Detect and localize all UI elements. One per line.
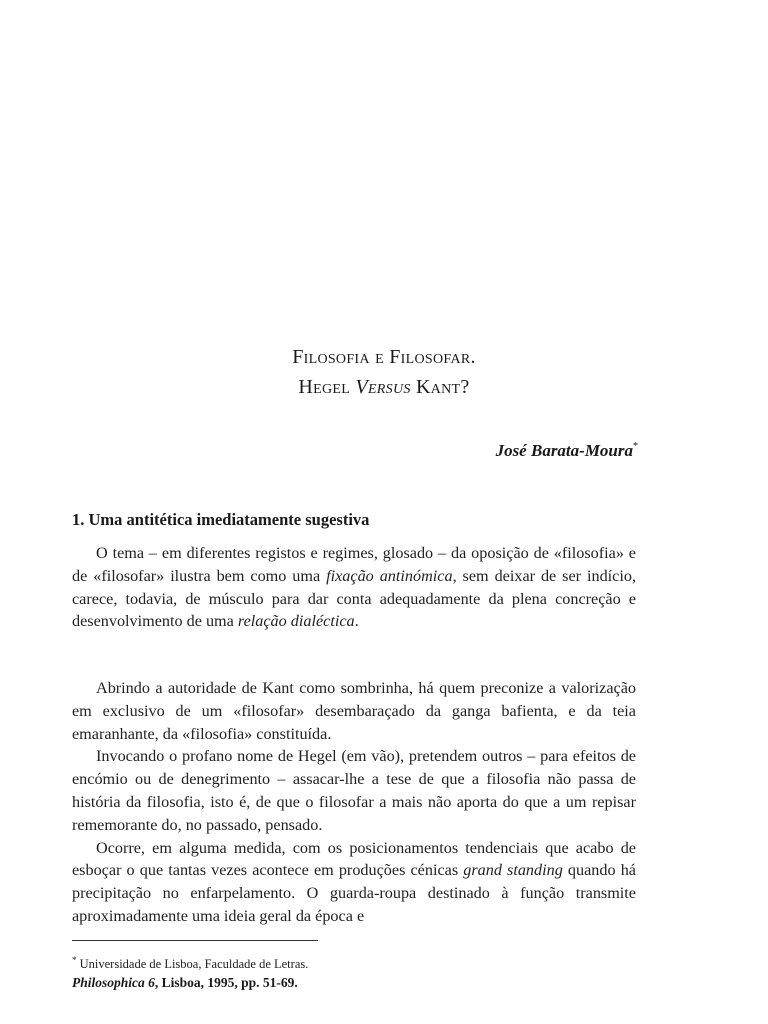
title-versus: Versus [355, 376, 411, 398]
paragraph-4-text-a: Ocorre, em alguma medida, com os posicionamentos tendenciais que acabo de esboçar o que tantas vezes acontece em produções cénicas [72, 838, 636, 880]
paragraph-2: Abrindo a autoridade de Kant como sombrinha, há quem preconize a valorização em exclusivo de um «filosofar» desembaraçado da ganga bafienta, e da teia emaranhante, da «filosofia» constituída. [72, 679, 636, 743]
paragraph-4-text-b: quando há precipitação no enfarpelamento. O guarda-roupa destinado à função transmite aproximadamente uma ideia geral da época e [72, 861, 636, 925]
citation-journal: Philosophica 6 [72, 975, 155, 990]
title-line-2 [0, 372, 768, 402]
paragraph-4 [72, 837, 636, 928]
title-hegel: Hegel [298, 376, 356, 398]
author-name [496, 441, 638, 461]
title-line-1: Filosofia e Filosofar. [292, 346, 476, 368]
citation-details: , Lisboa, 1995, pp. 51-69. [154, 975, 298, 990]
section-heading: 1. Uma antitética imediatamente sugestiva [72, 510, 370, 529]
paragraph-1 [72, 542, 636, 633]
paragraph-1-text-a: O tema – em diferentes registos e regimes, glosado – da oposição de «filosofia» e de «filosofar» ilustra bem como uma [72, 544, 636, 585]
paragraph-1-text-c: . [354, 612, 359, 631]
author-footnote-marker: * [633, 441, 638, 452]
author-name-text: José Barata-Moura [495, 441, 633, 460]
body-block-1 [72, 542, 636, 633]
paragraph-1-emphasis-1: fixação antinómica [326, 566, 453, 585]
citation [72, 975, 298, 991]
article-title [0, 342, 768, 402]
footnote-text: Universidade de Lisboa, Faculdade de Letras. [76, 957, 309, 971]
title-kant: Kant? [410, 376, 470, 398]
footnote-rule [72, 940, 318, 941]
footnote-marker: * [72, 955, 77, 965]
body-block-2 [72, 677, 636, 928]
paragraph-1-emphasis-2: relação dialéctica [237, 612, 355, 631]
paragraph-3: Invocando o profano nome de Hegel (em vão), pretendem outros – para efeitos de encómio ou de denegrimento – assacar-lhe a tese de que a filosofia não passa de história da filosofia, isto é, de que o filosofar a mais não aporta do que a um repisar rememorante do, no passado, pensado. [72, 747, 636, 834]
paragraph-4-emphasis: grand standing [463, 861, 563, 880]
footnote [72, 955, 308, 972]
paragraph-1-text-b: , sem deixar de ser indício, carece, todavia, de músculo para dar conta adequadamente da plena concreção e desenvolvimento de uma [72, 566, 637, 631]
